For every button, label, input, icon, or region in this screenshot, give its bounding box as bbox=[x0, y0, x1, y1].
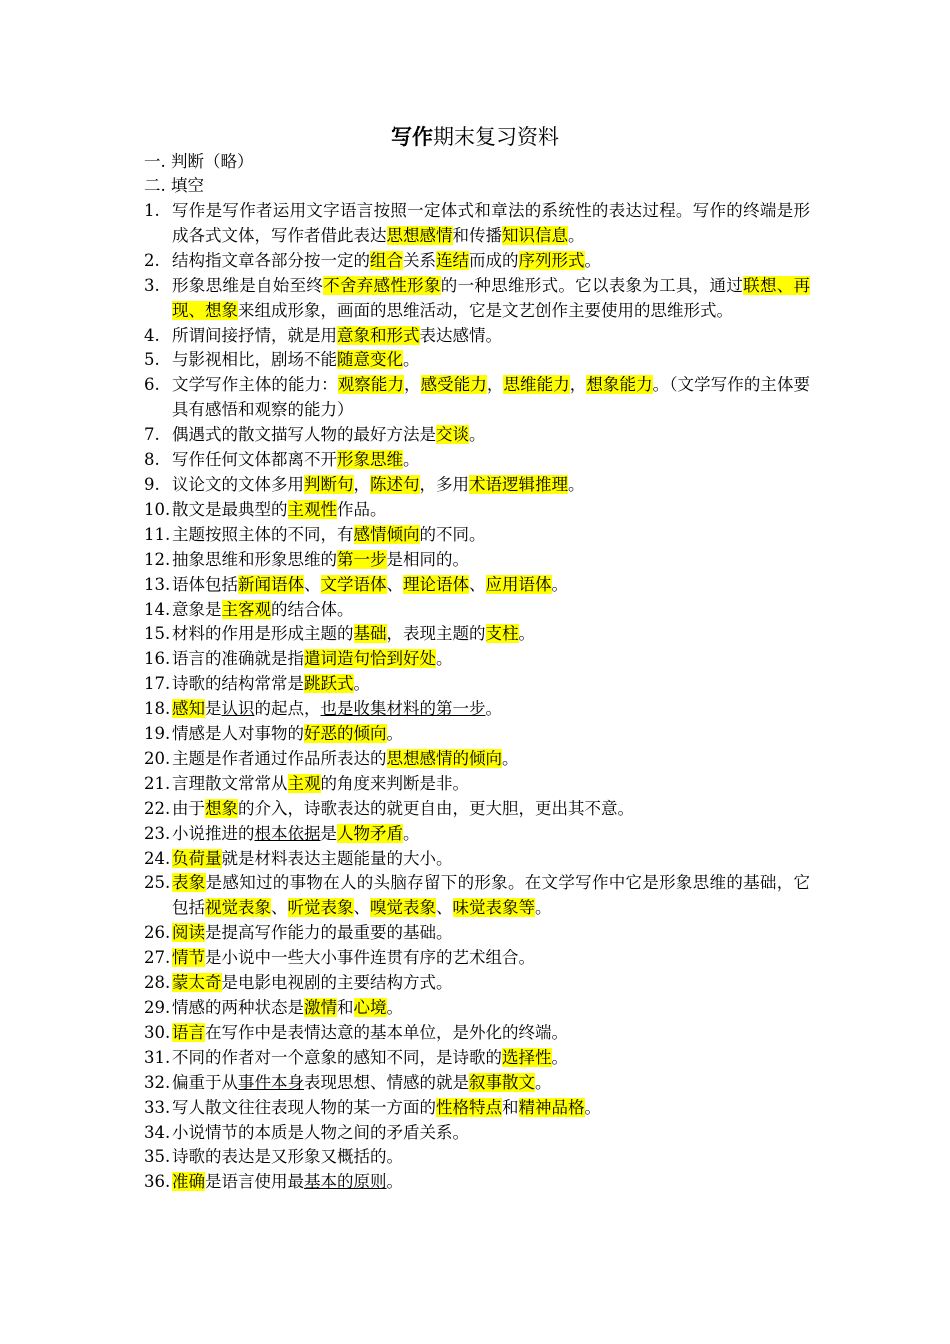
item-text: 和 bbox=[502, 1097, 519, 1117]
item-text: 。 bbox=[403, 450, 420, 470]
item-text: 的不同。 bbox=[419, 524, 486, 544]
item-number: 11. bbox=[144, 524, 171, 544]
highlighted-answer: 支柱 bbox=[485, 624, 519, 644]
item-text: 写作是写作者运用文字语言按照一定体式和章法的系统性的表达过程。写作的终端是形成各式文体，写作者借此表达 bbox=[172, 201, 810, 245]
item-text: 与影视相比，剧场不能 bbox=[172, 350, 337, 370]
highlighted-answer: 观察能力 bbox=[337, 375, 405, 395]
item-text: 。 bbox=[551, 1047, 568, 1067]
highlighted-answer: 新闻语体 bbox=[238, 574, 304, 594]
item-text: 材料的作用是形成主题的 bbox=[172, 624, 354, 644]
highlighted-answer: 意象和形式 bbox=[337, 325, 420, 345]
highlighted-answer: 味觉表象等 bbox=[452, 898, 535, 918]
highlighted-answer: 主观性 bbox=[287, 499, 337, 519]
item-text: 来组成形象，画面的思维活动，它是文艺创作主要使用的思维形式。 bbox=[238, 300, 733, 320]
list-item bbox=[144, 822, 810, 847]
list-item bbox=[144, 598, 810, 623]
highlighted-answer: 遣词造句恰到好处 bbox=[304, 649, 436, 669]
list-item bbox=[144, 672, 810, 697]
list-item bbox=[144, 448, 810, 473]
list-item bbox=[144, 523, 810, 548]
list-item bbox=[144, 498, 810, 523]
item-text: 。 bbox=[584, 1097, 601, 1117]
highlighted-answer: 思想感情的倾向 bbox=[386, 748, 502, 768]
item-text: 、 bbox=[304, 574, 321, 594]
item-text: ，表现主题的 bbox=[386, 624, 486, 644]
item-number: 10. bbox=[144, 499, 171, 519]
document-title bbox=[0, 122, 950, 152]
highlighted-answer: 思想感情 bbox=[386, 225, 453, 245]
item-number: 25. bbox=[144, 873, 171, 893]
item-text: 、 bbox=[271, 898, 288, 918]
list-item bbox=[144, 847, 810, 872]
list-item bbox=[144, 1046, 810, 1071]
item-text: 。 bbox=[568, 474, 585, 494]
item-number: 30. bbox=[144, 1022, 171, 1042]
item-text: 主题是作者通过作品所表达的 bbox=[172, 748, 387, 768]
highlighted-answer: 视觉表象 bbox=[205, 898, 271, 918]
item-number: 4. bbox=[144, 325, 160, 345]
list-item bbox=[144, 1096, 810, 1121]
list-item bbox=[144, 1170, 810, 1195]
item-text: 偶遇式的散文描写人物的最好方法是 bbox=[172, 425, 436, 445]
item-text: 是相同的。 bbox=[386, 549, 469, 569]
highlighted-answer: 语言 bbox=[172, 1022, 205, 1042]
item-number: 34. bbox=[144, 1122, 171, 1142]
highlighted-answer: 准确 bbox=[172, 1172, 205, 1192]
highlighted-answer: 基础 bbox=[353, 624, 387, 644]
item-number: 17. bbox=[144, 674, 171, 694]
list-item bbox=[144, 548, 810, 573]
item-number: 15. bbox=[144, 624, 171, 644]
highlighted-answer: 好恶的倾向 bbox=[304, 724, 387, 744]
item-text: 和传播 bbox=[452, 225, 502, 245]
item-number: 7. bbox=[144, 425, 160, 445]
item-text: 散文是最典型的 bbox=[172, 499, 288, 519]
highlighted-answer: 第一步 bbox=[337, 549, 387, 569]
highlighted-answer: 想象 bbox=[205, 798, 238, 818]
item-text: 由于 bbox=[172, 798, 205, 818]
item-text: 文学写作主体的能力： bbox=[172, 375, 338, 395]
list-item bbox=[144, 1021, 810, 1046]
highlighted-answer: 术语逻辑推理 bbox=[469, 474, 568, 494]
highlighted-answer: 精神品格 bbox=[518, 1097, 585, 1117]
item-text: 抽象思维和形象思维的 bbox=[172, 549, 337, 569]
highlighted-answer: 激情 bbox=[304, 998, 337, 1017]
title-rest: 期末复习资料 bbox=[433, 125, 559, 149]
item-text: 的起点， bbox=[254, 699, 321, 719]
underlined-text: 根本依据 bbox=[254, 823, 321, 843]
item-text: 。 bbox=[386, 998, 403, 1017]
item-text: 。 bbox=[386, 1172, 403, 1192]
highlighted-answer: 阅读 bbox=[172, 923, 205, 943]
item-text: 所谓间接抒情，就是用 bbox=[172, 325, 337, 345]
item-text: 诗歌的结构常常是 bbox=[172, 674, 304, 694]
item-number: 18. bbox=[144, 699, 171, 719]
title-bold-part: 写作 bbox=[391, 124, 433, 149]
item-text: 是 bbox=[320, 823, 337, 843]
item-number: 5. bbox=[144, 350, 160, 370]
item-text: 意象是 bbox=[172, 599, 222, 619]
list-item bbox=[144, 573, 810, 598]
item-text: 关系 bbox=[403, 250, 436, 270]
item-text: 主题按照主体的不同，有 bbox=[172, 524, 354, 544]
list-item bbox=[144, 647, 810, 672]
item-text: 。 bbox=[485, 699, 502, 719]
item-text: 、 bbox=[436, 898, 453, 918]
highlighted-answer: 序列形式 bbox=[518, 250, 585, 270]
item-text: 的角度来判断是非。 bbox=[320, 773, 469, 793]
item-number: 19. bbox=[144, 724, 171, 744]
highlighted-answer: 陈述句 bbox=[370, 474, 420, 494]
highlighted-answer: 形象思维 bbox=[337, 450, 403, 470]
list-item bbox=[144, 1071, 810, 1096]
item-number: 9. bbox=[144, 474, 160, 494]
item-text: 。 bbox=[502, 748, 519, 768]
list-item bbox=[144, 324, 810, 349]
item-number: 12. bbox=[144, 549, 171, 569]
item-number: 33. bbox=[144, 1097, 171, 1117]
list-item bbox=[144, 797, 810, 822]
item-text: 是感知过的事物在人的头脑存留下的形象。在文学写作中它是形象思维的基础，它包括 bbox=[172, 873, 811, 918]
item-number: 31. bbox=[144, 1047, 171, 1067]
item-text: 。 bbox=[403, 350, 420, 370]
item-text: 是语言使用最 bbox=[205, 1172, 304, 1192]
item-text: 小说推进的 bbox=[172, 823, 255, 843]
underlined-text: 事件本身 bbox=[238, 1072, 304, 1092]
item-text: 形象思维是自始至终 bbox=[172, 275, 324, 295]
item-number: 27. bbox=[144, 948, 171, 968]
item-number: 6. bbox=[144, 375, 160, 395]
highlighted-answer: 感受能力 bbox=[420, 375, 487, 395]
section-judge-heading: 一. 判断（略） bbox=[144, 152, 254, 171]
item-number: 26. bbox=[144, 923, 171, 943]
item-text: 情感的两种状态是 bbox=[172, 998, 304, 1017]
item-number: 32. bbox=[144, 1072, 171, 1092]
list-item bbox=[144, 772, 810, 797]
item-text: 、 bbox=[353, 898, 370, 918]
highlighted-answer: 叙事散文 bbox=[469, 1072, 535, 1092]
list-item bbox=[144, 373, 810, 423]
highlighted-answer: 表象 bbox=[172, 873, 206, 893]
highlighted-answer: 组合 bbox=[370, 250, 403, 270]
item-text: 。 bbox=[386, 724, 403, 744]
list-item bbox=[144, 249, 810, 274]
item-number: 14. bbox=[144, 599, 171, 619]
item-text: 言理散文常常从 bbox=[172, 773, 288, 793]
highlighted-answer: 嗅觉表象 bbox=[370, 898, 436, 918]
item-number: 21. bbox=[144, 773, 171, 793]
item-text: 语言的准确就是指 bbox=[172, 649, 304, 669]
underlined-text: 认识 bbox=[221, 699, 255, 719]
highlighted-answer: 理论语体 bbox=[403, 574, 469, 594]
item-number: 23. bbox=[144, 823, 171, 843]
item-text: ， bbox=[486, 375, 504, 395]
highlighted-answer: 情节 bbox=[172, 948, 205, 968]
highlighted-answer: 随意变化 bbox=[337, 350, 403, 370]
item-text: 。 bbox=[353, 674, 370, 694]
item-number: 8. bbox=[144, 450, 160, 470]
item-text: 、 bbox=[469, 574, 486, 594]
item-text: 、 bbox=[386, 574, 403, 594]
highlighted-answer: 应用语体 bbox=[485, 574, 552, 594]
item-text: 结构指文章各部分按一定的 bbox=[172, 250, 370, 270]
highlighted-answer: 人物矛盾 bbox=[337, 823, 403, 843]
item-number: 29. bbox=[144, 998, 171, 1017]
item-number: 22. bbox=[144, 798, 171, 818]
item-number: 35. bbox=[144, 1147, 171, 1167]
list-item bbox=[144, 622, 810, 647]
item-number: 24. bbox=[144, 848, 171, 868]
highlighted-answer: 感知 bbox=[172, 699, 205, 719]
highlighted-answer: 负荷量 bbox=[172, 848, 222, 868]
item-number: 16. bbox=[144, 649, 171, 669]
item-text: ， bbox=[353, 474, 370, 494]
item-text: 写作任何文体都离不开 bbox=[172, 450, 337, 470]
item-text: 议论文的文体多用 bbox=[172, 474, 304, 494]
list-item bbox=[144, 971, 810, 996]
item-number: 28. bbox=[144, 973, 171, 993]
item-text: 。 bbox=[436, 649, 453, 669]
item-text: 不同的作者对一个意象的感知不同，是诗歌的 bbox=[172, 1047, 502, 1067]
item-text: 。 bbox=[568, 225, 585, 245]
item-text: 。 bbox=[584, 250, 601, 270]
highlighted-answer: 主客观 bbox=[221, 599, 271, 619]
item-text: 情感是人对事物的 bbox=[172, 724, 304, 744]
highlighted-answer: 感情倾向 bbox=[353, 524, 420, 544]
item-text: 的结合体。 bbox=[271, 599, 354, 619]
item-text: 写人散文往往表现人物的某一方面的 bbox=[172, 1097, 436, 1117]
underlined-text: 基本的原则 bbox=[304, 1172, 387, 1192]
highlighted-answer: 文学语体 bbox=[320, 574, 387, 594]
highlighted-answer: 联想、再现、想象 bbox=[172, 275, 811, 320]
highlighted-answer: 跳跃式 bbox=[304, 674, 354, 694]
item-text: 表达感情。 bbox=[419, 325, 502, 345]
item-text: 是小说中一些大小事件连贯有序的艺术组合。 bbox=[205, 948, 535, 968]
highlighted-answer: 选择性 bbox=[502, 1047, 552, 1067]
underlined-text: 也是收集材料的第一步 bbox=[320, 699, 486, 719]
fill-in-list bbox=[144, 199, 810, 1195]
item-text: 在写作中是表情达意的基本单位，是外化的终端。 bbox=[205, 1022, 568, 1042]
highlighted-answer: 蒙太奇 bbox=[172, 973, 222, 993]
item-text: ，多用 bbox=[419, 474, 469, 494]
highlighted-answer: 交谈 bbox=[436, 425, 469, 445]
list-item bbox=[144, 921, 810, 946]
item-text: 就是材料表达主题能量的大小。 bbox=[221, 848, 453, 868]
item-text: 作品。 bbox=[337, 499, 387, 519]
list-item bbox=[144, 1145, 810, 1170]
list-item bbox=[144, 747, 810, 772]
item-text: 而成的 bbox=[469, 250, 519, 270]
highlighted-answer: 思维能力 bbox=[503, 375, 570, 395]
section-fill-heading: 二. 填空 bbox=[144, 176, 204, 195]
item-text: ， bbox=[404, 375, 421, 395]
item-text: 。 bbox=[518, 624, 535, 644]
highlighted-answer: 连结 bbox=[436, 250, 469, 270]
item-text: 。 bbox=[403, 823, 420, 843]
list-item bbox=[144, 946, 810, 971]
item-number: 13. bbox=[144, 574, 171, 594]
list-item bbox=[144, 871, 810, 921]
item-text: 。 bbox=[469, 425, 486, 445]
list-item bbox=[144, 1121, 810, 1146]
highlighted-answer: 不舍弃感性形象 bbox=[323, 275, 441, 295]
highlighted-answer: 性格特点 bbox=[436, 1097, 502, 1117]
list-item bbox=[144, 199, 810, 249]
item-text: 偏重于从 bbox=[172, 1072, 238, 1092]
item-text: 的一种思维形式。它以表象为工具，通过 bbox=[440, 275, 744, 295]
highlighted-answer: 听觉表象 bbox=[287, 898, 354, 918]
list-item bbox=[144, 697, 810, 722]
list-item bbox=[144, 423, 810, 448]
item-text: 。 bbox=[535, 1072, 552, 1092]
item-number: 2. bbox=[144, 250, 160, 270]
item-text: 是电影电视剧的主要结构方式。 bbox=[221, 973, 453, 993]
item-number: 20. bbox=[144, 748, 171, 768]
highlighted-answer: 主观 bbox=[287, 773, 321, 793]
item-text: 表现思想、情感的就是 bbox=[304, 1072, 469, 1092]
list-item bbox=[144, 274, 810, 324]
highlighted-answer: 想象能力 bbox=[586, 375, 653, 395]
item-number: 1. bbox=[144, 201, 160, 220]
item-text: 和 bbox=[337, 998, 354, 1017]
item-text: 。 bbox=[535, 898, 552, 918]
highlighted-answer: 判断句 bbox=[304, 474, 354, 494]
list-item bbox=[144, 348, 810, 373]
list-item bbox=[144, 722, 810, 747]
item-number: 3. bbox=[144, 275, 160, 295]
list-item bbox=[144, 473, 810, 498]
item-text: 。（文学写作的主体要具有感悟和观察的能力） bbox=[172, 375, 811, 420]
highlighted-answer: 心境 bbox=[353, 998, 387, 1017]
item-text: 是提高写作能力的最重要的基础。 bbox=[205, 923, 453, 943]
list-item bbox=[144, 996, 810, 1021]
item-text: 的介入，诗歌表达的就更自由，更大胆，更出其不意。 bbox=[238, 798, 634, 818]
item-text: 是 bbox=[205, 699, 222, 719]
item-text: 语体包括 bbox=[172, 574, 238, 594]
highlighted-answer: 知识信息 bbox=[502, 225, 568, 245]
item-text: 。 bbox=[551, 574, 568, 594]
item-text: ， bbox=[569, 375, 587, 395]
item-text: 诗歌的表达是又形象又概括的。 bbox=[172, 1147, 403, 1167]
item-number: 36. bbox=[144, 1172, 171, 1192]
item-text: 小说情节的本质是人物之间的矛盾关系。 bbox=[172, 1122, 469, 1142]
